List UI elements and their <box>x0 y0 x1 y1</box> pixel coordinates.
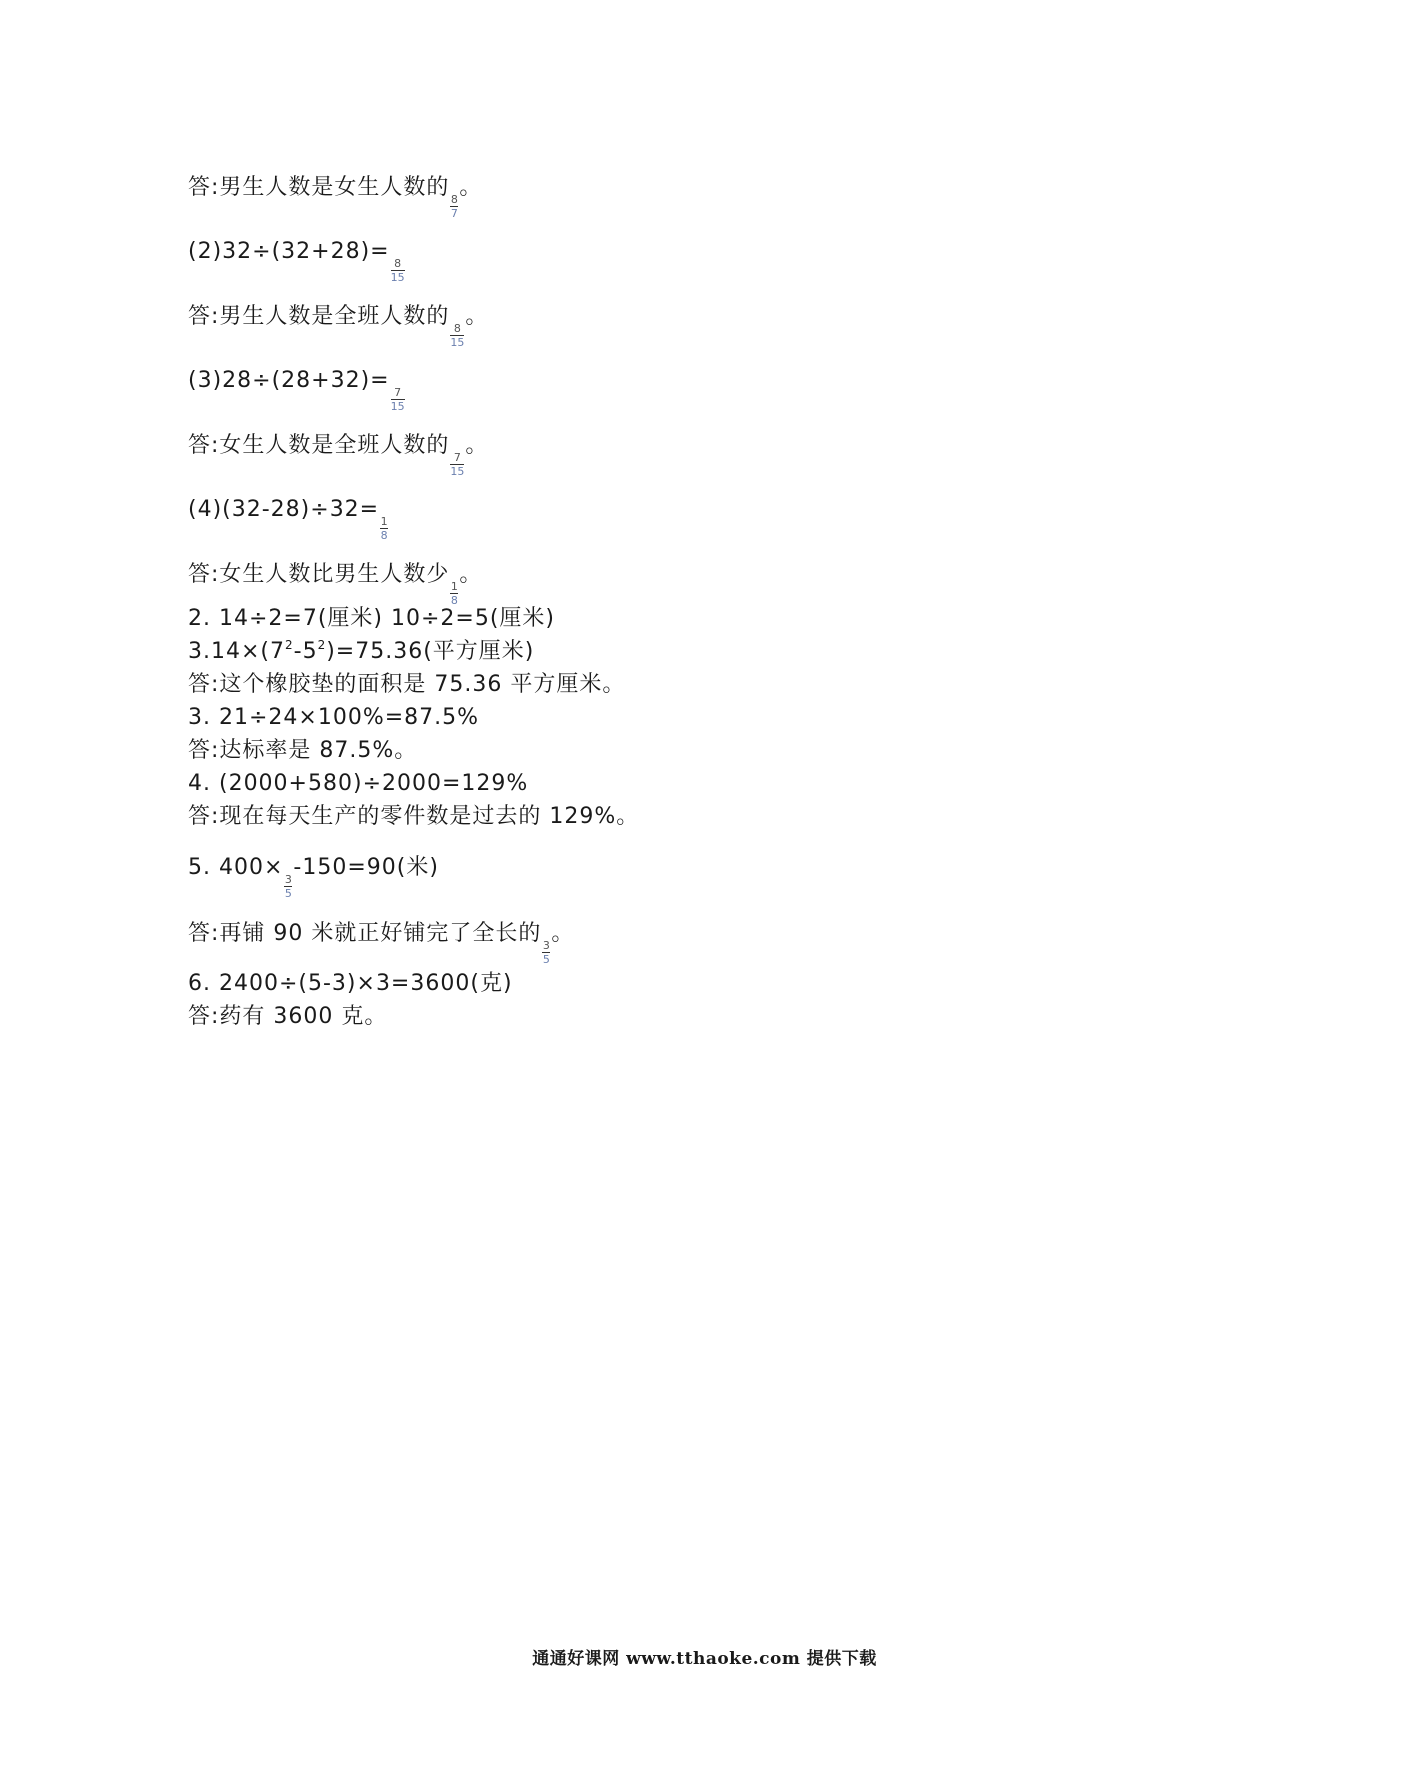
line-7-prefix: 答:女生人数比男生人数少 <box>188 562 450 587</box>
fraction: $\frac{8}{15}$ <box>450 322 465 349</box>
line-5-prefix: 答:女生人数是全班人数的 <box>188 433 450 458</box>
line-17: 6. 2400÷(5-3)×3=3600(克) <box>188 971 513 996</box>
line-9 <box>188 638 534 666</box>
line-6 <box>188 496 389 541</box>
footer-credit: 通通好课网 www.tthaoke.com 提供下载 <box>532 1649 877 1669</box>
line-2 <box>188 238 406 283</box>
line-14: 答:现在每天生产的零件数是过去的 129%。 <box>188 804 640 829</box>
exponent: 2 <box>285 638 294 652</box>
line-6-prefix: (4)(32-28)÷32= <box>188 497 380 522</box>
line-16-suffix: 。 <box>551 921 575 946</box>
line-15 <box>188 854 439 899</box>
line-8: 2. 14÷2=7(厘米) 10÷2=5(厘米) <box>188 606 556 631</box>
fraction: $\frac{3}{5}$ <box>284 873 292 900</box>
line-16-prefix: 答:再铺 90 米就正好铺完了全长的 <box>188 921 542 946</box>
fraction: $\frac{8}{7}$ <box>450 193 458 220</box>
line-11: 3. 21÷24×100%=87.5% <box>188 705 480 730</box>
line-9-mid: -5 <box>293 639 318 664</box>
line-3 <box>188 303 488 348</box>
line-1 <box>188 174 482 219</box>
line-4 <box>188 367 406 412</box>
line-1-prefix: 答:男生人数是女生人数的 <box>188 175 450 200</box>
line-18: 答:药有 3600 克。 <box>188 1004 388 1029</box>
fraction: $\frac{7}{15}$ <box>450 451 465 478</box>
line-9-post: )=75.36(平方厘米) <box>326 639 535 664</box>
line-9-pre: 3.14×(7 <box>188 639 285 664</box>
line-3-suffix: 。 <box>465 304 489 329</box>
line-4-prefix: (3)28÷(28+32)= <box>188 368 390 393</box>
fraction: $\frac{1}{8}$ <box>450 580 458 607</box>
fraction: $\frac{8}{15}$ <box>390 257 405 284</box>
line-16 <box>188 920 574 965</box>
line-7-suffix: 。 <box>459 562 483 587</box>
line-1-suffix: 。 <box>459 175 483 200</box>
line-7 <box>188 561 482 606</box>
line-5-suffix: 。 <box>465 433 489 458</box>
line-10: 答:这个橡胶垫的面积是 75.36 平方厘米。 <box>188 672 626 697</box>
line-2-prefix: (2)32÷(32+28)= <box>188 239 390 264</box>
fraction: $\frac{7}{15}$ <box>390 386 405 413</box>
line-5 <box>188 432 488 477</box>
line-12: 答:达标率是 87.5%。 <box>188 738 418 763</box>
line-13: 4. (2000+580)÷2000=129% <box>188 771 529 796</box>
fraction: $\frac{3}{5}$ <box>542 939 550 966</box>
exponent: 2 <box>317 638 327 652</box>
line-15-prefix: 5. 400× <box>188 855 284 880</box>
line-15-suffix: -150=90(米) <box>293 855 439 880</box>
line-3-prefix: 答:男生人数是全班人数的 <box>188 304 450 329</box>
fraction: $\frac{1}{8}$ <box>380 515 388 542</box>
